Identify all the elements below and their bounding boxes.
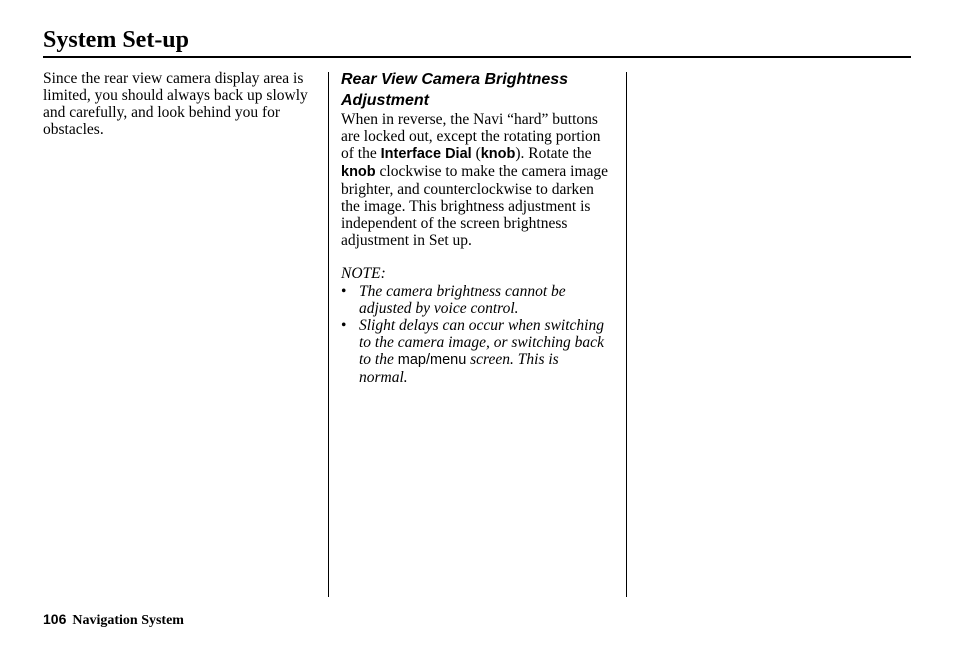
page-title: System Set-up [43, 27, 190, 53]
body-text: clockwise to make the camera image brighter, and counterclockwise to darken the image. This brightness adjustment is independent of the screen brightness adjustment in Set up. [341, 163, 609, 249]
section-body [341, 111, 611, 249]
page-number: 106 [43, 611, 67, 627]
note-title: NOTE: [341, 265, 386, 282]
section-heading: Rear View Camera Brightness Adjustment [341, 71, 569, 109]
body-text: ( [471, 145, 481, 162]
page-footer [43, 611, 184, 629]
knob-term: knob [480, 146, 516, 162]
left-column [43, 70, 315, 138]
map-menu-term: map/menu [397, 352, 467, 368]
bullet-icon: • [341, 283, 347, 300]
interface-dial-term: Interface Dial [380, 146, 472, 162]
list-item [341, 283, 611, 317]
middle-column [341, 69, 611, 386]
footer-section-name: Navigation System [72, 613, 184, 628]
column-divider-left [328, 72, 329, 597]
body-text: ). Rotate the [515, 145, 592, 162]
note-text: The camera brightness cannot be adjusted by voice control. [359, 283, 566, 317]
bullet-icon: • [341, 317, 347, 334]
notes-list [341, 283, 611, 386]
title-divider [43, 56, 911, 58]
list-item [341, 317, 611, 386]
column-divider-right [626, 72, 627, 597]
note-text: screen. This is normal. [359, 351, 559, 386]
knob-term: knob [341, 164, 376, 180]
note-text: Slight delays can occur when switching to the camera image, or switching back to the [359, 317, 604, 368]
camera-warning-text: Since the rear view camera display area is limited, you should always back up slowly and carefully, and look behind you for obstacles. [43, 70, 308, 138]
body-text: When in reverse, the Navi “hard” buttons are locked out, except the rotating portion of the [341, 111, 601, 162]
